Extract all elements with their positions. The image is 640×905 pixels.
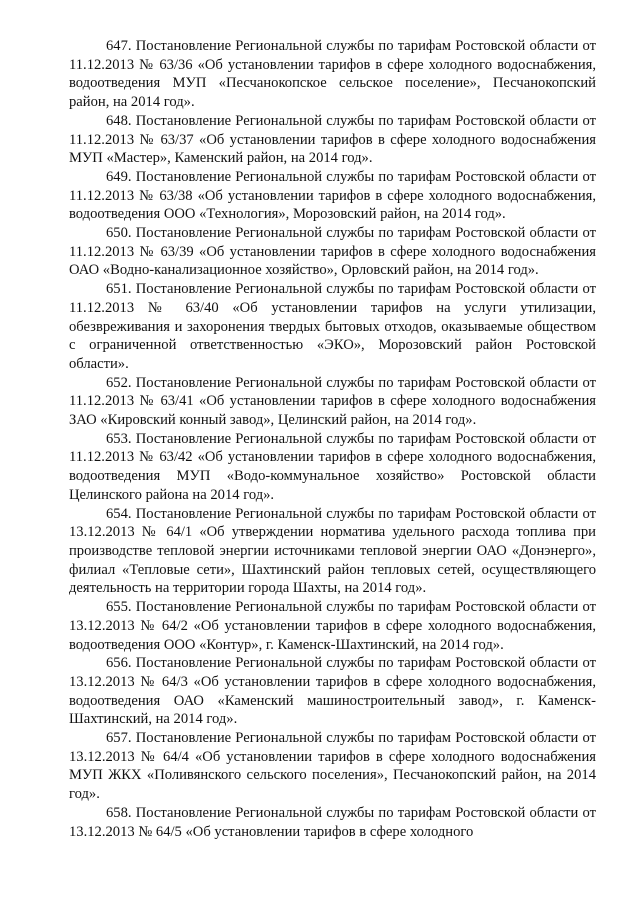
paragraph-658: 658. Постановление Региональной службы по тарифам Ростовской области от 13.12.2013 № 64/5 «Об установлении тарифов в сфере холодного: [69, 804, 596, 840]
paragraph-656: 656. Постановление Региональной службы по тарифам Ростовской области от 13.12.2013 № 64/3 «Об установлении тарифов в сфере холодного водоснабжения, водоотведения ОАО «Каменский машиностроительный завод», г. Каменск-Шахтинский, на 2014 год».: [69, 655, 596, 728]
paragraph-648: 648. Постановление Региональной службы по тарифам Ростовской области от 11.12.2013 № 63/37 «Об установлении тарифов в сфере холодного водоснабжения МУП «Мастер», Каменский район, на 2014 год».: [69, 112, 596, 167]
paragraph-649: 649. Постановление Региональной службы по тарифам Ростовской области от 11.12.2013 № 63/38 «Об установлении тарифов в сфере холодного водоснабжения, водоотведения ООО «Технология», Морозовский район, на 2014 год».: [69, 168, 596, 223]
paragraph-647: 647. Постановление Региональной службы по тарифам Ростовской области от 11.12.2013 № 63/36 «Об установлении тарифов в сфере холодного водоснабжения, водоотведения МУП «Песчанокопское сельское поселение», Песчанокопский район, на 2014 год».: [69, 38, 596, 111]
paragraph-654: 654. Постановление Региональной службы по тарифам Ростовской области от 13.12.2013 № 64/1 «Об утверждении норматива удельного расхода топлива при производстве тепловой энергии источниками тепловой энергии ОАО «Донэнерго», филиал «Тепловые сети», Шахтинский район тепловых сетей, осуществляющего деятельность на территории города Шахты, на 2014 год».: [69, 505, 596, 597]
paragraph-650: 650. Постановление Региональной службы по тарифам Ростовской области от 11.12.2013 № 63/39 «Об установлении тарифов в сфере холодного водоснабжения ОАО «Водно-канализационное хозяйство», Орловский район, на 2014 год».: [69, 225, 596, 279]
paragraph-655: 655. Постановление Региональной службы по тарифам Ростовской области от 13.12.2013 № 64/2 «Об установлении тарифов в сфере холодного водоснабжения, водоотведения ООО «Контур», г. Каменск-Шахтинский, на 2014 год».: [69, 599, 596, 653]
paragraph-651: 651. Постановление Региональной службы по тарифам Ростовской области от 11.12.2013 № 63/40 «Об установлении тарифов на услуги утилизации, обезвреживания и захоронения твердых бытовых отходов, оказываемые обществом с ограниченной ответственностью «ЭКО», Морозовский район Ростовской области».: [69, 281, 596, 372]
paragraph-657: 657. Постановление Региональной службы по тарифам Ростовской области от 13.12.2013 № 64/4 «Об установлении тарифов в сфере холодного водоснабжения МУП ЖКХ «Поливянского сельского поселения», Песчанокопский район, на 2014 год».: [69, 730, 596, 803]
document-page: [69, 37, 596, 841]
paragraph-653: 653. Постановление Региональной службы по тарифам Ростовской области от 11.12.2013 № 63/42 «Об установлении тарифов в сфере холодного водоснабжения, водоотведения МУП «Водо-коммунальное хозяйство» Ростовской области Целинского района на 2014 год».: [69, 430, 596, 503]
paragraph-652: 652. Постановление Региональной службы по тарифам Ростовской области от 11.12.2013 № 63/41 «Об установлении тарифов в сфере холодного водоснабжения ЗАО «Кировский конный завод», Целинский район, на 2014 год».: [69, 374, 596, 429]
